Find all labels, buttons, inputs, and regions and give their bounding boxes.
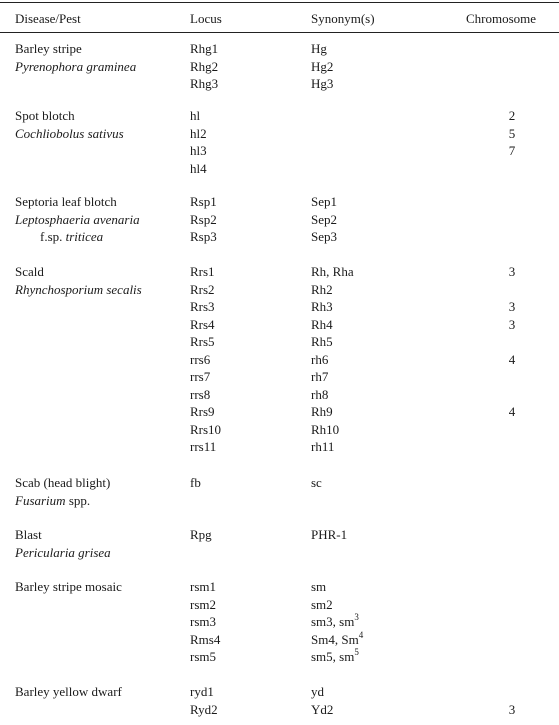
locus-cell: Rhg1 (190, 41, 219, 56)
synonym-text: rh8 (311, 386, 329, 402)
synonym-text: sm3, sm (311, 614, 355, 629)
locus-cell: Rrs2 (190, 281, 215, 297)
table-row (0, 368, 559, 386)
disease-cell (15, 263, 44, 281)
synonym-text: yd (311, 684, 324, 699)
chromosome-cell: 2 (508, 108, 516, 123)
synonym-text: sm5, sm (311, 649, 355, 664)
disease-text: Pyrenophora graminea (15, 58, 137, 74)
table-row (0, 228, 559, 246)
locus-cell: hl (190, 108, 201, 123)
synonym-cell (311, 263, 354, 281)
disease-suffix: spp. (65, 492, 91, 508)
table-row (0, 403, 559, 421)
synonym-cell (311, 58, 333, 76)
locus-cell: Rrs5 (190, 334, 215, 349)
disease-cell (15, 474, 110, 492)
synonym-text: Rh2 (311, 281, 333, 297)
locus-cell: Rhg2 (190, 58, 219, 74)
synonym-superscript: 3 (354, 612, 359, 622)
disease-cell (40, 228, 103, 246)
synonym-cell (311, 298, 333, 316)
synonym-text: Rh5 (311, 334, 333, 349)
disease-cell (15, 58, 136, 76)
synonym-text: rh7 (311, 369, 329, 384)
synonym-cell (311, 701, 333, 719)
locus-cell: hl3 (190, 143, 207, 158)
synonym-cell (311, 75, 333, 93)
chromosome-cell: 5 (508, 125, 516, 141)
synonym-text: Rh10 (311, 421, 340, 437)
disease-text: Rhynchosporium secalis (15, 281, 142, 297)
table-row (0, 421, 559, 439)
synonym-cell (311, 316, 333, 334)
synonym-cell (311, 474, 322, 492)
locus-cell: Rsp1 (190, 194, 217, 209)
synonym-text: Hg3 (311, 76, 334, 91)
locus-cell: rrs11 (190, 439, 217, 454)
table-row (0, 438, 559, 456)
synonym-cell (311, 211, 337, 229)
locus-cell: Ryd2 (190, 701, 218, 717)
synonym-cell (311, 578, 326, 596)
synonym-cell (311, 438, 334, 456)
synonym-cell (311, 386, 328, 404)
header-synonyms: Synonym(s) (311, 11, 375, 26)
chromosome-cell: 7 (508, 143, 516, 158)
header-locus: Locus (190, 11, 222, 26)
synonym-text: Sep1 (311, 194, 337, 209)
synonym-cell (311, 613, 359, 631)
synonym-cell (311, 351, 328, 369)
synonym-cell (311, 368, 328, 386)
synonym-cell (311, 403, 333, 421)
locus-cell: ryd1 (190, 684, 214, 699)
synonym-cell (311, 228, 337, 246)
synonym-text: Rh, Rha (311, 264, 354, 279)
table-row (0, 281, 559, 299)
header-rule (0, 32, 559, 33)
chromosome-cell: 3 (508, 264, 516, 279)
disease-text: Scald (15, 264, 44, 279)
locus-cell: Rsp2 (190, 211, 217, 227)
table-row (0, 263, 559, 281)
locus-cell: rsm2 (190, 596, 216, 612)
disease-cell (15, 492, 90, 510)
locus-cell: fb (190, 475, 201, 490)
locus-cell: hl4 (190, 160, 207, 176)
synonym-text: rh11 (311, 439, 335, 454)
synonym-superscript: 5 (354, 647, 359, 657)
disease-cell (15, 125, 124, 143)
table-row (0, 701, 559, 719)
disease-text: Scab (head blight) (15, 475, 111, 490)
disease-text: Leptosphaeria avenaria (15, 211, 140, 227)
chromosome-cell: 3 (508, 299, 516, 314)
synonym-cell (311, 281, 333, 299)
synonym-text: Rh4 (311, 316, 333, 332)
synonym-text: Hg2 (311, 58, 334, 74)
synonym-cell (311, 333, 333, 351)
disease-text: Barley stripe mosaic (15, 579, 122, 594)
locus-cell: rsm5 (190, 649, 216, 664)
locus-cell: hl2 (190, 125, 207, 141)
disease-text: Pericularia grisea (15, 544, 111, 560)
table-row (0, 298, 559, 316)
locus-cell: rrs7 (190, 369, 211, 384)
table-row (0, 648, 559, 666)
table-row (0, 160, 559, 178)
table-row (0, 544, 559, 562)
synonym-cell (311, 526, 347, 544)
locus-cell: Rpg (190, 527, 212, 542)
table-row (0, 492, 559, 510)
table-row (0, 351, 559, 369)
table-row (0, 125, 559, 143)
top-rule (0, 2, 559, 3)
synonym-text: sc (311, 475, 322, 490)
disease-text: Barley stripe (15, 41, 82, 56)
locus-cell: Rrs9 (190, 404, 215, 419)
header-disease: Disease/Pest (15, 11, 81, 26)
synonym-text: PHR-1 (311, 527, 348, 542)
table-row (0, 193, 559, 211)
table-row (0, 683, 559, 701)
disease-cell (15, 211, 140, 229)
synonym-cell (311, 193, 337, 211)
synonym-cell (311, 683, 324, 701)
header-chromosome: Chromosome (466, 11, 537, 26)
synonym-text: Sep2 (311, 211, 337, 227)
disease-cell (15, 281, 142, 299)
table-row (0, 386, 559, 404)
locus-cell: Rrs10 (190, 421, 222, 437)
disease-text: Cochliobolus sativus (15, 125, 124, 141)
disease-text: Barley yellow dwarf (15, 684, 122, 699)
disease-cell (15, 683, 122, 701)
disease-cell (15, 40, 82, 58)
disease-text: Spot blotch (15, 108, 75, 123)
disease-text: Septoria leaf blotch (15, 194, 117, 209)
chromosome-cell: 3 (508, 701, 516, 717)
synonym-cell (311, 631, 363, 649)
table-row (0, 474, 559, 492)
table-row (0, 107, 559, 125)
locus-cell: rrs6 (190, 351, 211, 367)
table-row (0, 75, 559, 93)
locus-cell: Rms4 (190, 631, 221, 647)
synonym-cell (311, 40, 327, 58)
disease-suffix: triticea (65, 229, 104, 244)
table-row (0, 58, 559, 76)
synonym-cell (311, 421, 339, 439)
table-row (0, 211, 559, 229)
chromosome-cell: 3 (508, 316, 516, 332)
table-row (0, 40, 559, 58)
locus-cell: rsm3 (190, 614, 216, 629)
table-row (0, 596, 559, 614)
table-row (0, 578, 559, 596)
synonym-text: sm2 (311, 596, 333, 612)
table-row (0, 333, 559, 351)
header-row (0, 10, 559, 28)
locus-cell: Rrs4 (190, 316, 215, 332)
disease-cell (15, 578, 122, 596)
disease-cell (15, 193, 117, 211)
locus-cell: rsm1 (190, 579, 216, 594)
disease-text: Fusarium (15, 492, 66, 508)
synonym-text: Rh9 (311, 404, 333, 419)
synonym-text: Sep3 (311, 229, 337, 244)
table-row (0, 142, 559, 160)
disease-text: Blast (15, 527, 42, 542)
disease-cell (15, 526, 42, 544)
locus-cell: Rhg3 (190, 76, 219, 91)
locus-cell: rrs8 (190, 386, 211, 402)
disease-text: f.sp. (40, 229, 63, 244)
locus-cell: Rrs3 (190, 299, 215, 314)
chromosome-cell: 4 (508, 351, 516, 367)
locus-cell: Rrs1 (190, 264, 215, 279)
synonym-text: Rh3 (311, 299, 333, 314)
table-row (0, 631, 559, 649)
chromosome-cell: 4 (508, 404, 516, 419)
table-row (0, 316, 559, 334)
synonym-text: Sm4, Sm (311, 631, 359, 647)
disease-cell (15, 544, 111, 562)
synonym-cell (311, 596, 333, 614)
synonym-cell (311, 648, 359, 666)
disease-cell (15, 107, 75, 125)
synonym-superscript: 4 (358, 629, 364, 640)
table-row (0, 613, 559, 631)
synonym-text: Yd2 (311, 701, 334, 717)
synonym-text: sm (311, 579, 327, 594)
synonym-text: Hg (311, 41, 327, 56)
table-row (0, 526, 559, 544)
locus-cell: Rsp3 (190, 229, 217, 244)
synonym-text: rh6 (311, 351, 329, 367)
